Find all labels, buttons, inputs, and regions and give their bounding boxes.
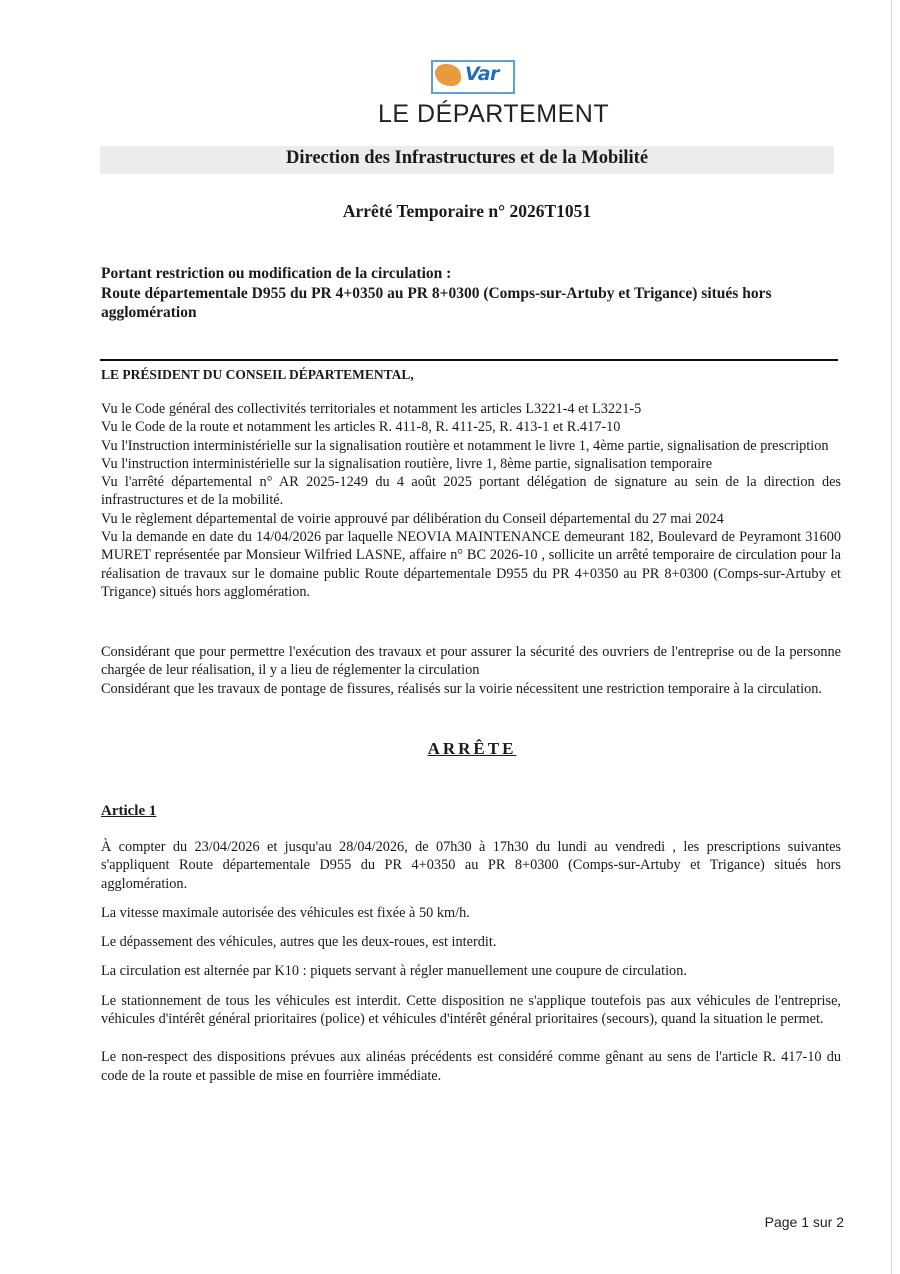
page-title: Direction des Infrastructures et de la Mobilité (285, 148, 649, 168)
vu-item: Vu le Code de la route et notamment les articles R. 411-8, R. 411-25, R. 413-1 et R.417-10 (101, 419, 621, 436)
considerant-list (101, 643, 841, 698)
vu-item: Vu l'arrêté départemental n° AR 2025-1249 du 4 août 2025 portant délégation de signature au sein de la direction des infrastructures et de la mobilité. (101, 474, 841, 509)
vu-list (101, 400, 841, 601)
article-paragraph: Le dépassement des véhicules, autres que les deux-roues, est interdit. (101, 934, 497, 951)
vu-item: Vu le Code général des collectivités territoriales et notamment les articles L3221-4 et L3221-5 (101, 401, 642, 417)
vu-item: Vu l'instruction interministérielle sur la signalisation routière, livre 1, 8ème partie, signalisation temporaire (101, 455, 713, 472)
president-heading: LE PRÉSIDENT DU CONSEIL DÉPARTEMENTAL, (101, 367, 414, 382)
vu-item: Vu la demande en date du 14/04/2026 par laquelle NEOVIA MAINTENANCE demeurant 182, Boulevard de Peyramont 31600 MURET représentée par Monsieur Wilfried LASNE, affaire n° BC 2026-10 , sollicite un arrêté temporaire de circulation pour la réalisation de travaux sur le domaine public Route départementale D955 du PR 4+0350 au PR 8+0300 (Comps-sur-Artuby et Trigance) situés hors agglomération. (101, 529, 841, 600)
department-logo (378, 60, 610, 129)
arrete-number: Arrêté Temporaire n° 2026T1051 (342, 201, 592, 221)
article-paragraph: La circulation est alternée par K10 : piquets servant à régler manuellement une coupure de circulation. (101, 963, 687, 980)
article-1-title: Article 1 (101, 803, 157, 819)
header-divider (100, 359, 838, 361)
article-paragraph: Le non-respect des dispositions prévues aux alinéas précédents est considéré comme gênant au sens de l'article R. 417-10 du code de la route et passible de mise en fourrière immédiate. (101, 1049, 841, 1084)
vu-item: Vu le règlement départemental de voirie approuvé par délibération du Conseil départemental du 27 mai 2024 (101, 510, 724, 527)
subject-line: Route départementale D955 du PR 4+0350 au PR 8+0300 (Comps-sur-Artuby et Trigance) situés hors agglomération (101, 284, 772, 321)
logo-word: Var (465, 63, 499, 85)
subject-line: Portant restriction ou modification de la circulation : (101, 265, 452, 282)
considerant-item: Considérant que les travaux de pontage de fissures, réalisés sur la voirie nécessitent une restriction temporaire à la circulation. (101, 680, 822, 697)
considerant-item: Considérant que pour permettre l'exécution des travaux et pour assurer la sécurité des ouvriers de l'entreprise ou de la personne chargée de leur réalisation, il y a lieu de réglementer la circulation (101, 644, 841, 679)
page-edge-line (891, 0, 892, 1274)
arrete-heading: ARRÊTE (427, 739, 517, 758)
article-1-body (101, 838, 841, 1085)
department-map-icon (435, 64, 461, 86)
article-paragraph: La vitesse maximale autorisée des véhicules est fixée à 50 km/h. (101, 904, 470, 921)
subject-block (101, 264, 841, 323)
article-paragraph: Le stationnement de tous les véhicules est interdit. Cette disposition ne s'applique toutefois pas aux véhicules de l'entreprise, véhicules d'intérêt général prioritaires (police) et véhicules d'intérêt général prioritaires (secours), quand la situation le permet. (101, 992, 841, 1028)
page-number: Page 1 sur 2 (764, 1214, 844, 1230)
article-paragraph: À compter du 23/04/2026 et jusqu'au 28/04/2026, de 07h30 à 17h30 du lundi au vendredi , les prescriptions suivantes s'appliquent Route départementale D955 du PR 4+0350 au PR 8+0300 (Comps-sur-Artuby et Trigance) situés hors agglomération. (101, 839, 841, 892)
logo-subtitle: LE DÉPARTEMENT (378, 100, 610, 128)
vu-item: Vu l'Instruction interministérielle sur la signalisation routière et notamment le livre 1, 4ème partie, signalisation de prescription (101, 437, 829, 454)
var-logo-mark (431, 60, 515, 94)
